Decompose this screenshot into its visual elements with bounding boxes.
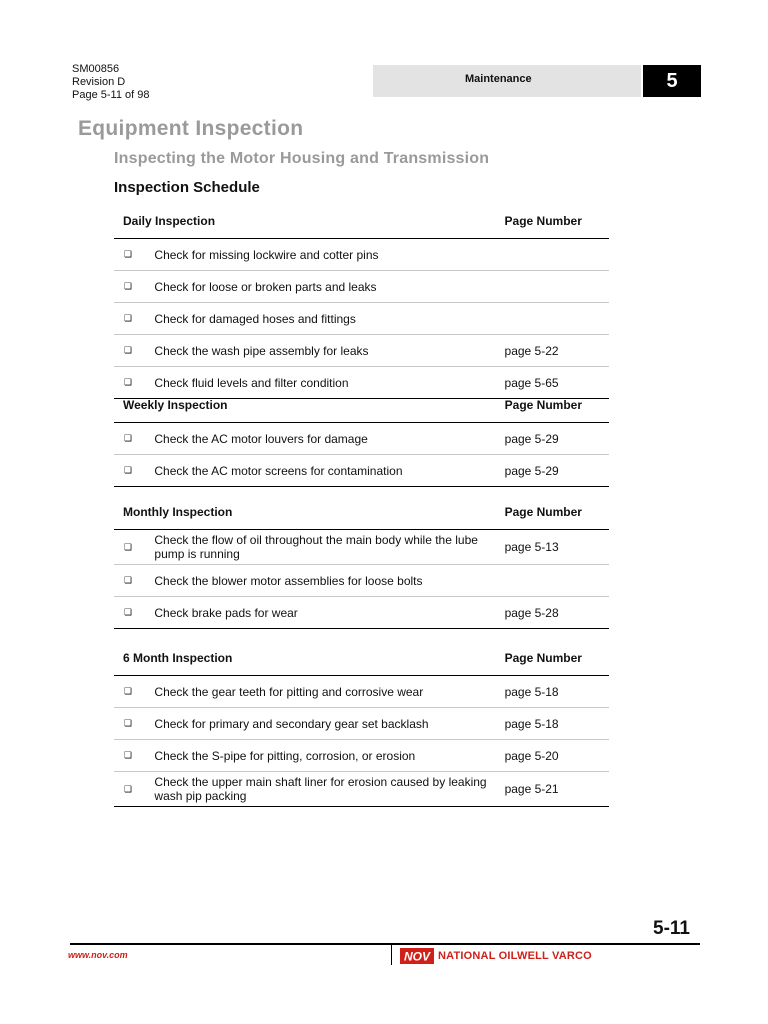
table-row — [114, 455, 609, 487]
task-text: Check for damaged hoses and fittings — [154, 303, 504, 335]
task-text: Check the wash pipe assembly for leaks — [154, 335, 504, 367]
task-text: Check the AC motor screens for contamination — [154, 455, 504, 487]
page-of: Page 5-11 of 98 — [72, 89, 150, 101]
page-number-header: Page Number — [505, 388, 609, 423]
table-header-row — [114, 204, 609, 239]
checkbox-icon: ❏ — [114, 772, 154, 807]
page-ref: page 5-13 — [505, 530, 609, 565]
page-ref — [505, 271, 609, 303]
table-header-row — [114, 495, 609, 530]
table-row — [114, 772, 609, 807]
section-title: Maintenance — [465, 73, 532, 85]
page-ref: page 5-22 — [505, 335, 609, 367]
table-row — [114, 740, 609, 772]
chapter-number: 5 — [643, 65, 701, 97]
task-text: Check the S-pipe for pitting, corrosion, or erosion — [154, 740, 504, 772]
table-row — [114, 239, 609, 271]
page-ref — [505, 239, 609, 271]
table-row — [114, 303, 609, 335]
task-text: Check brake pads for wear — [154, 597, 504, 629]
page-ref: page 5-28 — [505, 597, 609, 629]
table-heading: Monthly Inspection — [114, 495, 505, 530]
table-row — [114, 335, 609, 367]
task-text: Check for primary and secondary gear set backlash — [154, 708, 504, 740]
page-subtitle: Inspecting the Motor Housing and Transmission — [114, 150, 490, 167]
page-ref: page 5-65 — [505, 367, 609, 399]
monthly-inspection-table — [114, 495, 609, 629]
table-row — [114, 530, 609, 565]
table-heading: Weekly Inspection — [114, 388, 505, 423]
table-row — [114, 676, 609, 708]
checkbox-icon: ❏ — [114, 303, 154, 335]
doc-id: SM00856 — [72, 63, 120, 75]
schedule-heading: Inspection Schedule — [114, 179, 260, 196]
table-header-row — [114, 388, 609, 423]
task-text: Check fluid levels and filter condition — [154, 367, 504, 399]
company-name: NATIONAL OILWELL VARCO — [438, 950, 592, 962]
table-row — [114, 271, 609, 303]
page-number-header: Page Number — [505, 641, 609, 676]
page-title: Equipment Inspection — [78, 117, 304, 140]
table-heading: Daily Inspection — [114, 204, 505, 239]
table-row — [114, 423, 609, 455]
six-month-inspection-table — [114, 641, 609, 807]
checkbox-icon: ❏ — [114, 565, 154, 597]
document-meta — [72, 63, 149, 102]
task-text: Check for loose or broken parts and leaks — [154, 271, 504, 303]
page-ref: page 5-29 — [505, 455, 609, 487]
checkbox-icon: ❏ — [114, 740, 154, 772]
checkbox-icon: ❏ — [114, 676, 154, 708]
page-number-header: Page Number — [505, 204, 609, 239]
page-ref: page 5-18 — [505, 708, 609, 740]
footer-divider — [70, 943, 700, 945]
nov-logo-icon — [400, 947, 434, 965]
task-text: Check for missing lockwire and cotter pins — [154, 239, 504, 271]
task-text: Check the blower motor assemblies for loose bolts — [154, 565, 504, 597]
page-ref: page 5-18 — [505, 676, 609, 708]
checkbox-icon: ❏ — [114, 423, 154, 455]
page-ref: page 5-20 — [505, 740, 609, 772]
footer-vertical-divider — [391, 943, 392, 965]
daily-inspection-table — [114, 204, 609, 399]
table-header-row — [114, 641, 609, 676]
table-row — [114, 565, 609, 597]
page-ref — [505, 565, 609, 597]
table-heading: 6 Month Inspection — [114, 641, 505, 676]
table-row — [114, 708, 609, 740]
task-text: Check the flow of oil throughout the main body while the lube pump is running — [154, 530, 504, 565]
checkbox-icon: ❏ — [114, 239, 154, 271]
page-ref: page 5-21 — [505, 772, 609, 807]
company-logo — [400, 945, 592, 967]
checkbox-icon: ❏ — [114, 271, 154, 303]
task-text: Check the upper main shaft liner for erosion caused by leaking wash pip packing — [154, 772, 504, 807]
checkbox-icon: ❏ — [114, 455, 154, 487]
table-row — [114, 597, 609, 629]
checkbox-icon: ❏ — [114, 708, 154, 740]
logo-mark-text: NOV — [403, 949, 431, 964]
page-number-header: Page Number — [505, 495, 609, 530]
checkbox-icon: ❏ — [114, 367, 154, 399]
checkbox-icon: ❏ — [114, 530, 154, 565]
revision: Revision D — [72, 76, 126, 88]
task-text: Check the gear teeth for pitting and corrosive wear — [154, 676, 504, 708]
section-header-bar — [373, 65, 641, 97]
footer-page-number: 5-11 — [653, 918, 690, 939]
page-ref — [505, 303, 609, 335]
website-link[interactable]: www.nov.com — [68, 950, 128, 960]
checkbox-icon: ❏ — [114, 335, 154, 367]
checkbox-icon: ❏ — [114, 597, 154, 629]
page-ref: page 5-29 — [505, 423, 609, 455]
task-text: Check the AC motor louvers for damage — [154, 423, 504, 455]
weekly-inspection-table — [114, 388, 609, 487]
